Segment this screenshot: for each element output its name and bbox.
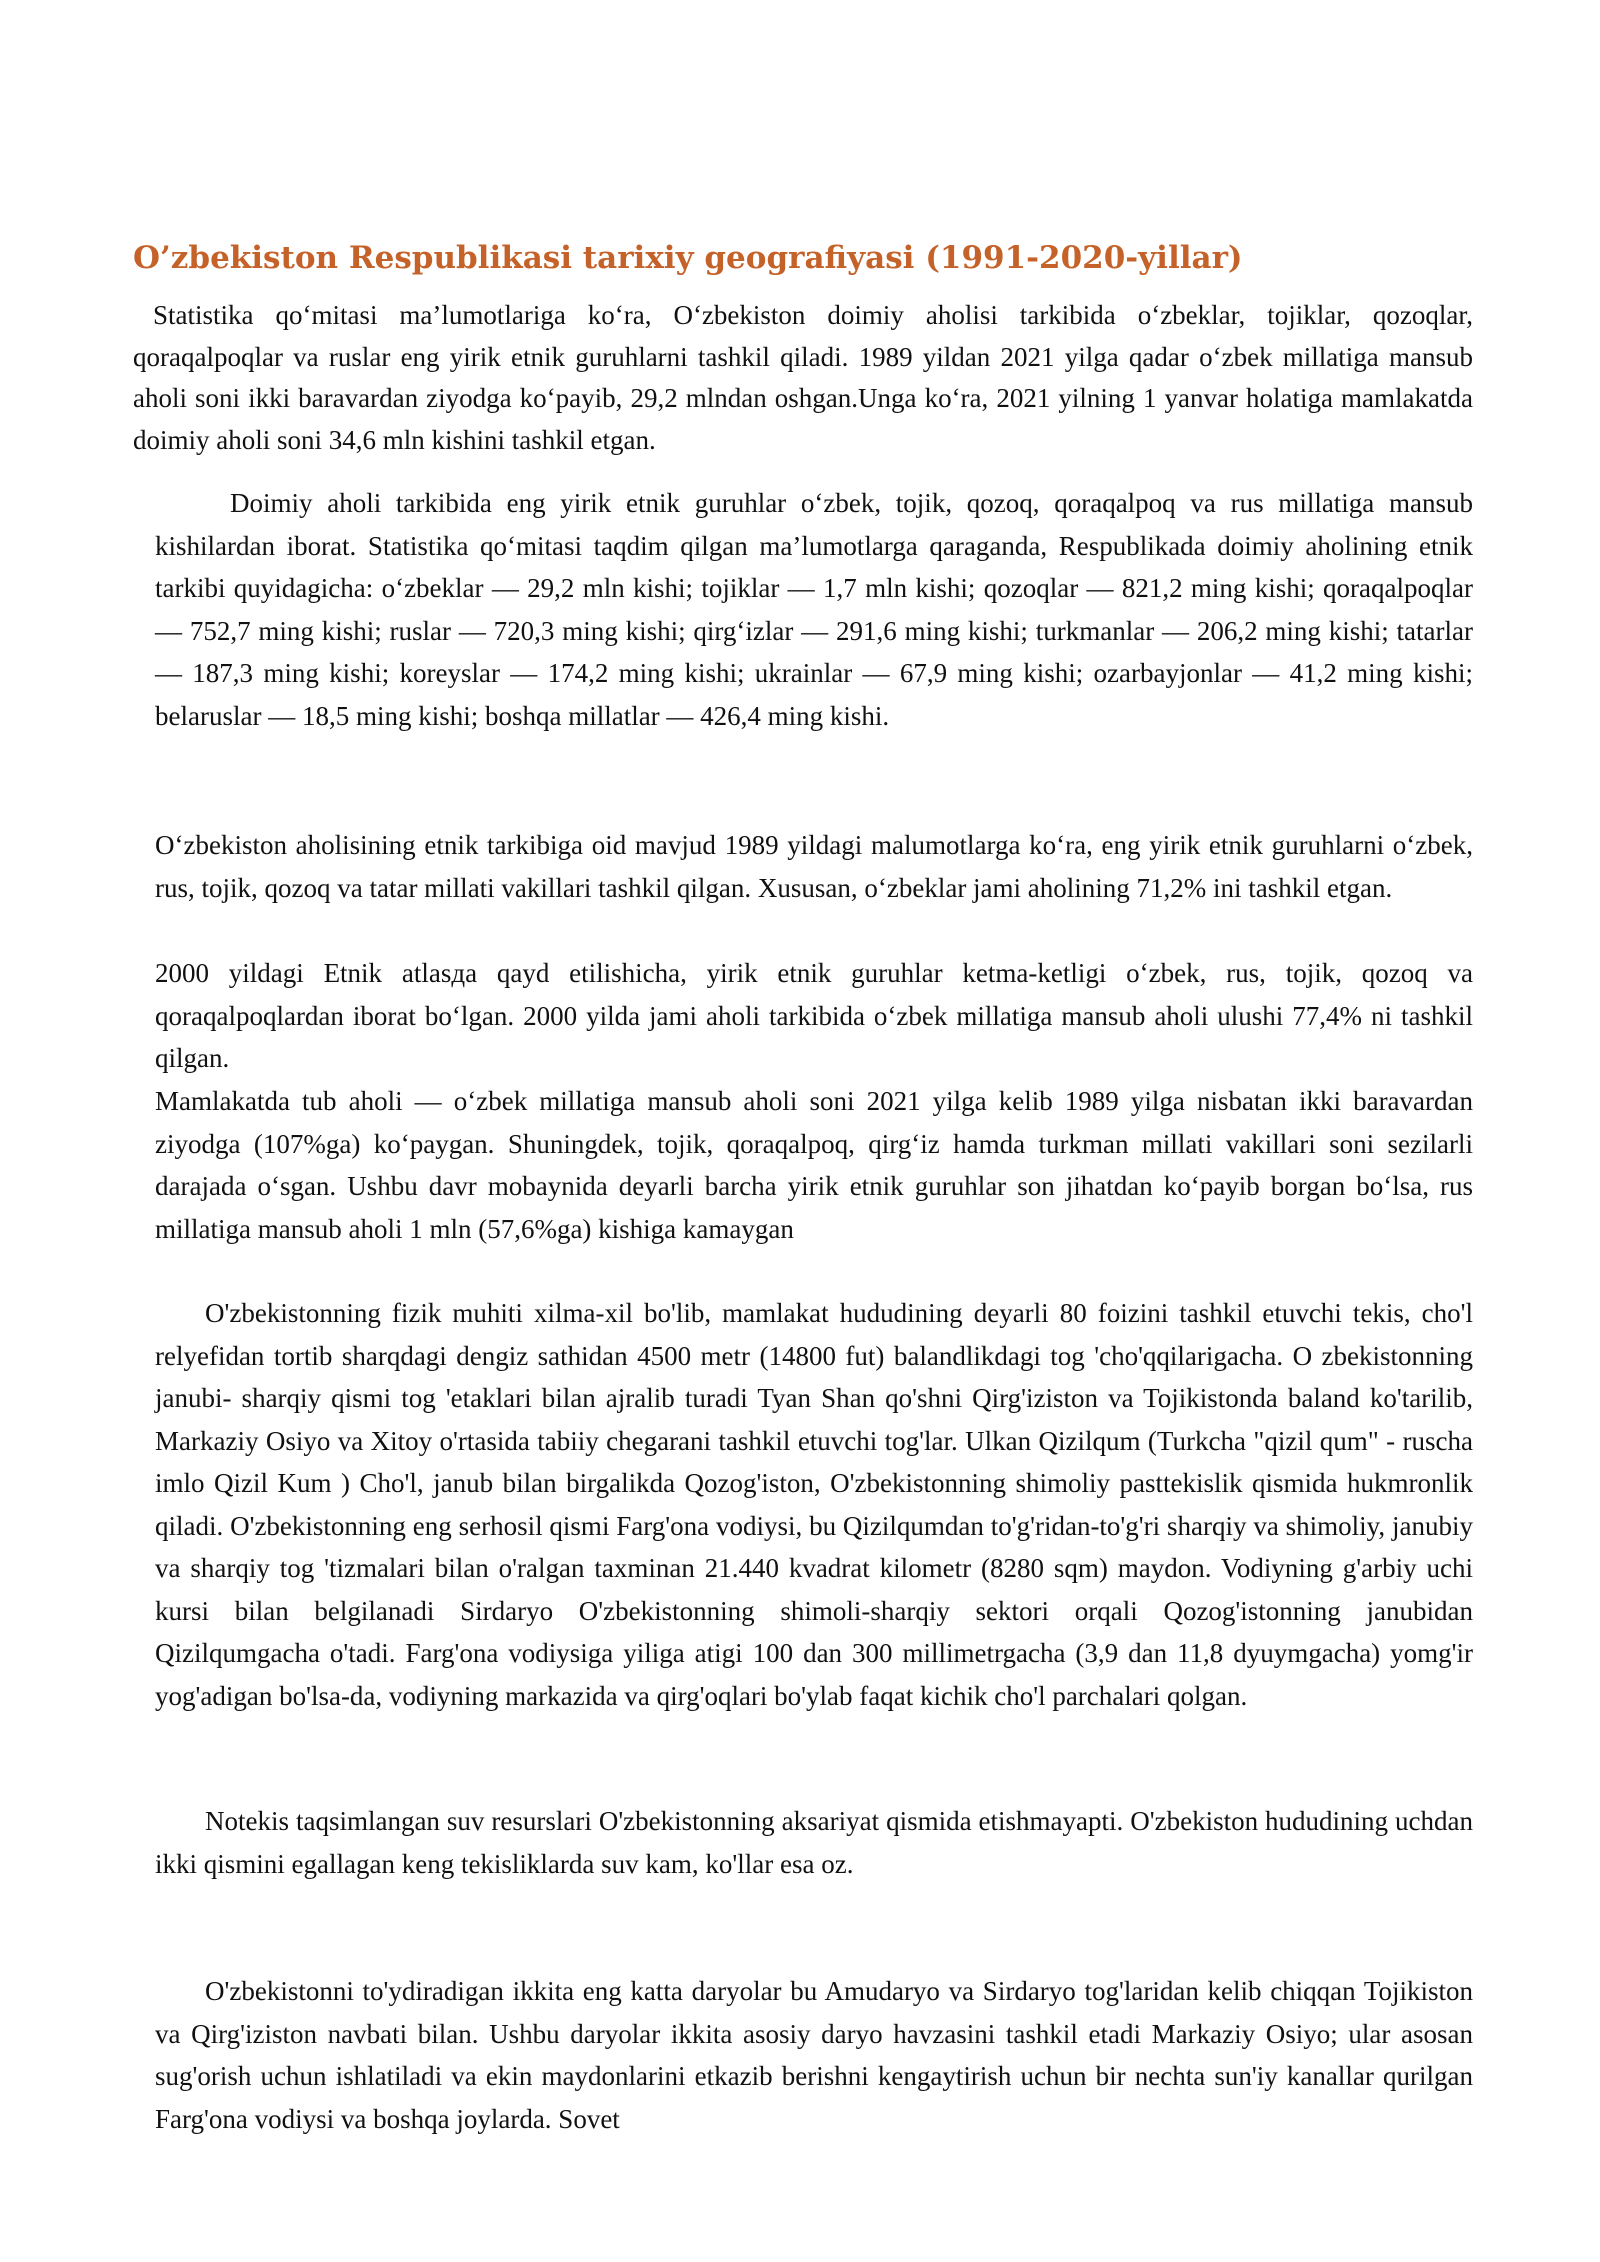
paragraph-water-resources: Notekis taqsimlangan suv resurslari O'zbekistonning aksariyat qismida etishmayapti. O'zbekiston hududining uchdan ikki qismini egallagan keng tekisliklarda suv kam, ko'llar esa oz. <box>155 1806 1473 1879</box>
paragraph-statistics: Statistika qo‘mitasi ma’lumotlariga ko‘ra, O‘zbekiston doimiy aholisi tarkibida o‘zbeklar, tojiklar, qozoqlar, qoraqalpoqlar va ruslar eng yirik etnik guruhlarni tashkil qiladi. 1989 yildan 2021 yilga qadar o‘zbek millatiga mansub aholi soni ikki baravardan ziyodga ko‘payib, 29,2 mlndan oshgan.Unga ko‘ra, 2021 yilning 1 yanvar holatiga mamlakatda doimiy aholi soni 34,6 mln kishini tashkil etgan. <box>133 300 1473 455</box>
paragraph-native-population: Mamlakatda tub aholi — o‘zbek millatiga mansub aholi soni 2021 yilga kelib 1989 yilga nisbatan ikki baravardan ziyodga (107%ga) ko‘paygan. Shuningdek, tojik, qoraqalpoq, qirg‘iz hamda turkman millati vakillari soni sezilarli darajada o‘sgan. Ushbu davr mobaynida deyarli barcha yirik etnik guruhlar son jihatdan ko‘payib borgan bo‘lsa, rus millatiga mansub aholi 1 mln (57,6%ga) kishiga kamaygan <box>155 1086 1473 1244</box>
paragraph-1989-data: O‘zbekiston aholisining etnik tarkibiga oid mavjud 1989 yildagi malumotlarga ko‘ra, eng yirik etnik guruhlarni o‘zbek, rus, tojik, qozoq va tatar millati vakillari tashkil qilgan. Xususan, o‘zbeklar jami aholining 71,2% ini tashkil etgan. <box>155 830 1473 903</box>
paragraph-physical-environment: O'zbekistonning fizik muhiti xilma-xil bo'lib, mamlakat hududining deyarli 80 foizini tashkil etuvchi tekis, cho'l relyefidan tortib sharqdagi dengiz sathidan 4500 metr (14800 fut) balandlikdagi tog 'cho'qqilarigacha. O zbekistonning janubi- sharqiy qismi tog 'etaklari bilan ajralib turadi Tyan Shan qo'shni Qirg'iziston va Tojikistonda baland ko'tarilib, Markaziy Osiyo va Xitoy o'rtasida tabiiy chegarani tashkil etuvchi tog'lar. Ulkan Qizilqum (Turkcha "qizil qum" - ruscha imlo Qizil Kum ) Cho'l, janub bilan birgalikda Qozog'iston, O'zbekistonning shimoliy pasttekislik qismida hukmronlik qiladi. O'zbekistonning eng serhosil qismi Farg'ona vodiysi, bu Qizilqumdan to'g'ridan-to'g'ri sharqiy va shimoliy, janubiy va sharqiy tog 'tizmalari bilan o'ralgan taxminan 21.440 kvadrat kilometr (8280 sqm) maydon. Vodiyning g'arbiy uchi kursi bilan belgilanadi Sirdaryo O'zbekistonning shimoli-sharqiy sektori orqali Qozog'istonning janubidan Qizilqumgacha o'tadi. Farg'ona vodiysiga yiliga atigi 100 dan 300 millimetrgacha (3,9 dan 11,8 dyuymgacha) yomg'ir yog'adigan bo'lsa-da, vodiyning markazida va qirg'oqlari bo'ylab faqat kichik cho'l parchalari qolgan. <box>155 1298 1473 1711</box>
paragraph-2000-atlas: 2000 yildagi Etnik atlasда qayd etilishicha, yirik etnik guruhlar ketma-ketligi o‘zbek, rus, tojik, qozoq va qoraqalpoqlardan iborat bo‘lgan. 2000 yilda jami aholi tarkibida o‘zbek millatiga mansub aholi ulushi 77,4% ni tashkil qilgan. <box>155 958 1473 1073</box>
paragraph-rivers: O'zbekistonni to'ydiradigan ikkita eng katta daryolar bu Amudaryo va Sirdaryo tog'laridan kelib chiqqan Tojikiston va Qirg'iziston navbati bilan. Ushbu daryolar ikkita asosiy daryo havzasini tashkil etadi Markaziy Osiyo; ular asosan sug'orish uchun ishlatiladi va ekin maydonlarini etkazib berishni kengaytirish uchun bir nechta sun'iy kanallar qurilgan Farg'ona vodiysi va boshqa joylarda. Sovet <box>155 1976 1473 2134</box>
paragraph-ethnic-groups: Doimiy aholi tarkibida eng yirik etnik guruhlar o‘zbek, tojik, qozoq, qoraqalpoq va rus millatiga mansub kishilardan iborat. Statistika qo‘mitasi taqdim qilgan ma’lumotlarga qaraganda, Respublikada doimiy aholining etnik tarkibi quyidagicha: o‘zbeklar — 29,2 mln kishi; tojiklar — 1,7 mln kishi; qozoqlar — 821,2 ming kishi; qoraqalpoqlar — 752,7 ming kishi; ruslar — 720,3 ming kishi; qirg‘izlar — 291,6 ming kishi; turkmanlar — 206,2 ming kishi; tatarlar — 187,3 ming kishi; koreyslar — 174,2 ming kishi; ukrainlar — 67,9 ming kishi; ozarbayjonlar — 41,2 ming kishi; belaruslar — 18,5 ming kishi; boshqa millatlar — 426,4 ming kishi. <box>155 488 1473 731</box>
page-title: O’zbekiston Respublikasi tarixiy geografiyasi (1991-2020-yillar) <box>133 240 1243 276</box>
